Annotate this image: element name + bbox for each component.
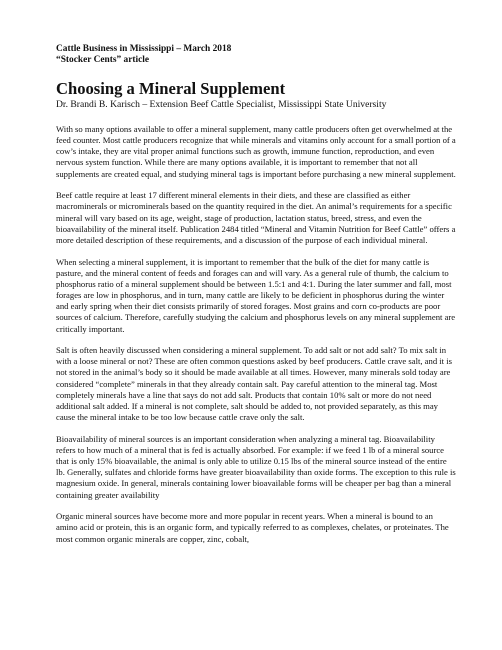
article-series-line: “Stocker Cents” article [56,55,150,65]
paragraph-intro: With so many options available to offer a mineral supplement, many cattle producers often get overwhelmed at the feed counter. Most cattle producers recognize that while minerals and vitamins only account for a small portion of a cow’s intake, they are vital proper animal functions such as growth, immune function, reproduction, and even nervous system function. While there are many options available, it is important to remember that not all supplements are created equal, and studying mineral tags is important before purchasing a new mineral supplement. [56,124,456,179]
paragraph-bioavailability: Bioavailability of mineral sources is an important consideration when analyzing a mineral tag. Bioavailability refers to how much of a mineral that is fed is actually absorbed. For example: if we feed 1 lb of a mineral source that is only 15% bioavailable, the animal is only able to utilize 0.15 lbs of the mineral source instead of the entire lb. Generally, sulfates and chloride forms have greater bioavailability than oxide forms. The exception to this rule is magnesium oxide. In general, minerals containing lower bioavailable forms will be cheaper per bag than a mineral containing greater availability [56,433,456,500]
paragraph-requirements: Beef cattle require at least 17 different mineral elements in their diets, and these are classified as either macrominerals or microminerals based on the quantity required in the diet. An animal’s requirements for a specific mineral will vary based on its age, weight, stage of production, lactation status, breed, stress, and even the bioavailability of the mineral itself. Publication 2484 titled “Mineral and Vitamin Nutrition for Beef Cattle” offers a more detailed description of these requirements, and a discussion of the purpose of each individual mineral. [56,190,456,245]
author-byline: Dr. Brandi B. Karisch – Extension Beef Cattle Specialist, Mississippi State University [56,99,387,110]
paragraph-salt: Salt is often heavily discussed when considering a mineral supplement. To add salt or not add salt? To mix salt in with a loose mineral or not? These are often common questions asked by beef producers. Cattle crave salt, and it is not stored in the animal’s body so it should be made available at all times. However, many minerals sold today are considered “complete” minerals in that they already contain salt. Pay careful attention to the mineral tag. Most completely minerals have a line that says do not add salt. Products that contain 10% salt or more do not need additional salt added. If a mineral is not complete, salt should be added to, not provided separately, as this may cause the mineral intake to be too low because cattle crave only the salt. [56,345,452,423]
publication-line: Cattle Business in Mississippi – March 2018 [56,44,232,54]
paragraph-calcium-phosphorus: When selecting a mineral supplement, it is important to remember that the bulk of the diet for many cattle is pasture, and the mineral content of feeds and forages can and will vary. As a general rule of thumb, the calcium to phosphorus ratio of a mineral supplement should be between 1.5:1 and 4:1. During the later summer and fall, most forages are low in phosphorus, and in turn, many cattle are likely to be deficient in phosphorus during the winter and early spring when their diet consists primarily of stored forages. Most grains and corn co-products are poor sources of calcium. Therefore, carefully studying the calcium and phosphorus levels on any mineral supplement are critically important. [56,256,456,334]
paragraph-organic-minerals: Organic mineral sources have become more and more popular in recent years. When a mineral is bound to an amino acid or protein, this is an organic form, and typically referred to as complexes, chelates, or proteinates. The most common organic minerals are copper, zinc, cobalt, [56,511,449,544]
article-title: Choosing a Mineral Supplement [56,79,286,98]
document-header [56,44,456,66]
article-body [56,124,456,545]
